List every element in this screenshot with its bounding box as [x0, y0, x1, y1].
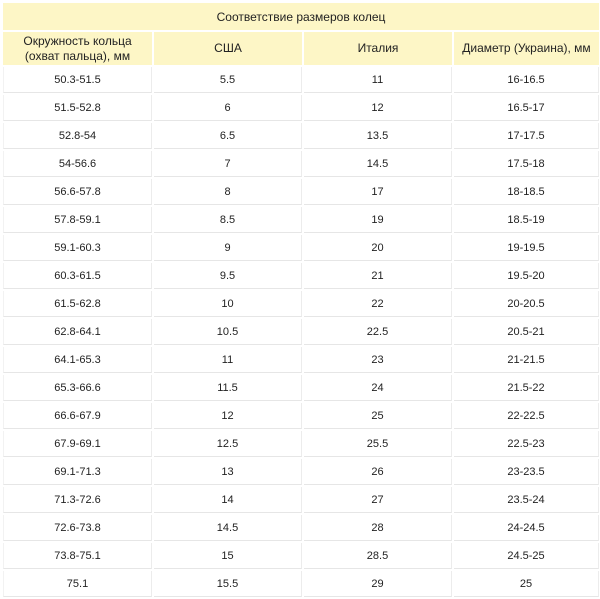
cell-usa: 13: [154, 459, 302, 485]
cell-diameter: 19.5-20: [454, 263, 599, 289]
table-row: [3, 487, 599, 513]
cell-usa: 15.5: [154, 571, 302, 597]
table-caption-row: [3, 3, 599, 30]
cell-diameter: 17.5-18: [454, 151, 599, 177]
cell-circumference: 60.3-61.5: [3, 263, 152, 289]
table-row: [3, 95, 599, 121]
cell-usa: 10.5: [154, 319, 302, 345]
table-row: [3, 179, 599, 205]
table-caption: Соответствие размеров колец: [3, 3, 599, 30]
table-row: [3, 263, 599, 289]
cell-usa: 7: [154, 151, 302, 177]
cell-circumference: 66.6-67.9: [3, 403, 152, 429]
cell-italy: 12: [304, 95, 452, 121]
cell-italy: 28: [304, 515, 452, 541]
cell-diameter: 24.5-25: [454, 543, 599, 569]
cell-usa: 8: [154, 179, 302, 205]
cell-usa: 5.5: [154, 67, 302, 93]
cell-circumference: 56.6-57.8: [3, 179, 152, 205]
cell-diameter: 23-23.5: [454, 459, 599, 485]
header-italy: Италия: [304, 32, 452, 65]
cell-circumference: 57.8-59.1: [3, 207, 152, 233]
cell-usa: 12: [154, 403, 302, 429]
header-circumference-label: Окружность кольца (охват пальца), мм: [23, 33, 132, 63]
cell-italy: 27: [304, 487, 452, 513]
cell-diameter: 24-24.5: [454, 515, 599, 541]
cell-italy: 19: [304, 207, 452, 233]
cell-usa: 11.5: [154, 375, 302, 401]
cell-diameter: 22-22.5: [454, 403, 599, 429]
cell-circumference: 50.3-51.5: [3, 67, 152, 93]
cell-italy: 25.5: [304, 431, 452, 457]
table-body: [3, 67, 599, 597]
cell-usa: 12.5: [154, 431, 302, 457]
cell-usa: 15: [154, 543, 302, 569]
cell-usa: 14.5: [154, 515, 302, 541]
table-row: [3, 347, 599, 373]
table-row: [3, 207, 599, 233]
cell-circumference: 75.1: [3, 571, 152, 597]
cell-usa: 11: [154, 347, 302, 373]
cell-italy: 23: [304, 347, 452, 373]
cell-italy: 25: [304, 403, 452, 429]
cell-usa: 6.5: [154, 123, 302, 149]
cell-italy: 13.5: [304, 123, 452, 149]
table-row: [3, 151, 599, 177]
cell-italy: 11: [304, 67, 452, 93]
cell-circumference: 71.3-72.6: [3, 487, 152, 513]
cell-diameter: 25: [454, 571, 599, 597]
header-diameter: Диаметр (Украина), мм: [454, 32, 599, 65]
cell-usa: 9: [154, 235, 302, 261]
cell-circumference: 65.3-66.6: [3, 375, 152, 401]
cell-italy: 22.5: [304, 319, 452, 345]
table-row: [3, 431, 599, 457]
cell-diameter: 16.5-17: [454, 95, 599, 121]
ring-size-table: [1, 1, 600, 599]
cell-circumference: 59.1-60.3: [3, 235, 152, 261]
table-row: [3, 235, 599, 261]
cell-italy: 22: [304, 291, 452, 317]
table-row: [3, 459, 599, 485]
table-row: [3, 123, 599, 149]
cell-italy: 20: [304, 235, 452, 261]
table-row: [3, 543, 599, 569]
cell-diameter: 21-21.5: [454, 347, 599, 373]
cell-usa: 8.5: [154, 207, 302, 233]
cell-usa: 6: [154, 95, 302, 121]
cell-italy: 14.5: [304, 151, 452, 177]
cell-italy: 29: [304, 571, 452, 597]
header-circumference: [3, 32, 152, 65]
cell-circumference: 62.8-64.1: [3, 319, 152, 345]
table-row: [3, 319, 599, 345]
cell-italy: 21: [304, 263, 452, 289]
cell-usa: 10: [154, 291, 302, 317]
table-row: [3, 515, 599, 541]
cell-diameter: 18-18.5: [454, 179, 599, 205]
table-header-row: [3, 32, 599, 65]
cell-circumference: 54-56.6: [3, 151, 152, 177]
cell-diameter: 20.5-21: [454, 319, 599, 345]
cell-circumference: 72.6-73.8: [3, 515, 152, 541]
table-row: [3, 67, 599, 93]
table-row: [3, 403, 599, 429]
cell-circumference: 67.9-69.1: [3, 431, 152, 457]
header-usa: США: [154, 32, 302, 65]
cell-diameter: 18.5-19: [454, 207, 599, 233]
cell-circumference: 73.8-75.1: [3, 543, 152, 569]
cell-italy: 24: [304, 375, 452, 401]
cell-italy: 17: [304, 179, 452, 205]
table-row: [3, 291, 599, 317]
cell-diameter: 23.5-24: [454, 487, 599, 513]
cell-diameter: 22.5-23: [454, 431, 599, 457]
cell-diameter: 21.5-22: [454, 375, 599, 401]
table-row: [3, 375, 599, 401]
cell-italy: 28.5: [304, 543, 452, 569]
cell-circumference: 51.5-52.8: [3, 95, 152, 121]
cell-italy: 26: [304, 459, 452, 485]
cell-diameter: 19-19.5: [454, 235, 599, 261]
cell-circumference: 64.1-65.3: [3, 347, 152, 373]
cell-diameter: 17-17.5: [454, 123, 599, 149]
cell-circumference: 52.8-54: [3, 123, 152, 149]
table-row: [3, 571, 599, 597]
cell-diameter: 20-20.5: [454, 291, 599, 317]
cell-circumference: 61.5-62.8: [3, 291, 152, 317]
cell-diameter: 16-16.5: [454, 67, 599, 93]
cell-usa: 9.5: [154, 263, 302, 289]
cell-usa: 14: [154, 487, 302, 513]
cell-circumference: 69.1-71.3: [3, 459, 152, 485]
